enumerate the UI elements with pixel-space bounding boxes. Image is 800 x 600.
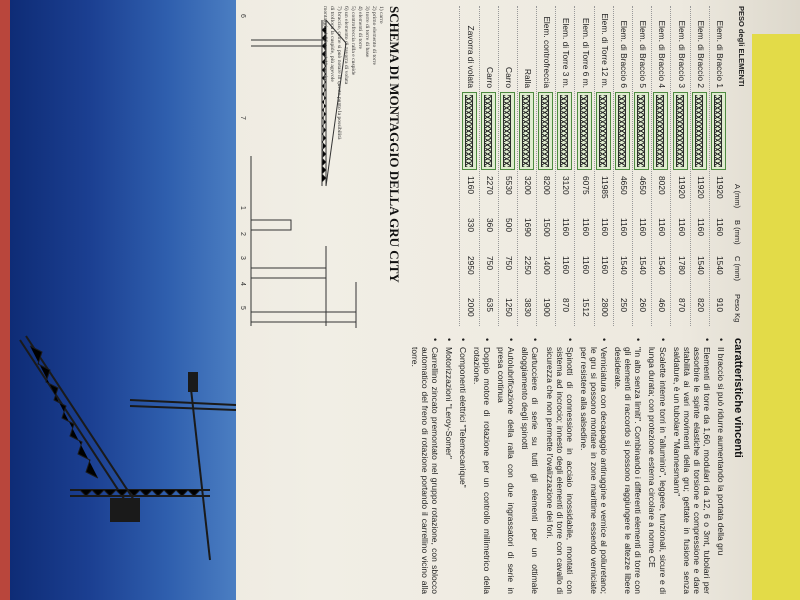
- features-list: [405, 338, 726, 594]
- dim-a: 1160: [465, 176, 476, 195]
- weight-kg: 1900: [542, 298, 553, 317]
- dim-a: 3200: [523, 176, 534, 195]
- legend-line: 4) elementi di torre: [357, 6, 363, 50]
- weights-row: [651, 6, 670, 326]
- lattice-icon: [503, 95, 511, 167]
- schema-number-6: 6: [239, 14, 246, 18]
- lattice-icon: [561, 95, 569, 167]
- lattice-icon: [637, 95, 645, 167]
- lattice-icon: [541, 95, 549, 167]
- weights-row: [690, 6, 709, 326]
- dim-c: 1540: [619, 256, 630, 275]
- dim-c: 1540: [657, 256, 668, 275]
- feature-item: • Cartucciere di serie su tutti gli elementi per un ottimale alloggiamento degli spinotti: [520, 338, 540, 594]
- feature-item: • Motorizzazioni "Leroy-Somer": [444, 338, 454, 594]
- weight-kg: 870: [676, 298, 687, 312]
- weight-kg: 635: [484, 298, 495, 312]
- feature-item: • Spinotti di connessione in acciaio inossidabile, montati con sistema ad incrocio; innesto degli elementi di torre con cavallo di sicurezza che non permette l'ovalizzazione dei fori.: [545, 338, 575, 594]
- dim-a: 8200: [542, 176, 553, 195]
- weights-title: PESO degli ELEMENTI: [737, 6, 746, 87]
- feature-item: • Il braccio si può ridurre aumentando la portata della gru: [716, 338, 726, 594]
- dim-c: 2950: [465, 256, 476, 275]
- element-name: Ralla: [523, 68, 534, 88]
- weight-kg: 460: [657, 298, 668, 312]
- element-drawing: [711, 92, 726, 170]
- dim-a: 4650: [638, 176, 649, 195]
- weight-kg: 3830: [523, 298, 534, 317]
- lattice-icon: [656, 95, 664, 167]
- weight-kg: 2800: [599, 298, 610, 317]
- element-name: Carro: [503, 67, 514, 88]
- brochure-page: [236, 0, 752, 600]
- right-column: [236, 338, 752, 594]
- element-name: Zavorra di volata: [465, 25, 476, 88]
- dim-c: 1160: [599, 256, 610, 275]
- element-drawing: [653, 92, 668, 170]
- dim-a: 6075: [580, 176, 591, 195]
- lattice-icon: [599, 95, 607, 167]
- features-title: caratteristiche vincenti: [732, 338, 744, 458]
- weights-row: [498, 6, 517, 326]
- weights-row: [670, 6, 689, 326]
- element-name: Elem. di Braccio 5: [638, 20, 649, 88]
- element-name: Elem. di Braccio 1: [715, 20, 725, 88]
- dim-b: 1160: [695, 218, 706, 237]
- element-drawing: [634, 92, 649, 170]
- element-name: Elem. di Torre 6 m.: [580, 17, 591, 88]
- accent-strip: [752, 34, 800, 600]
- schema-number-3: 3: [239, 256, 246, 260]
- col-b: B (mm): [733, 220, 742, 245]
- feature-item: • Componenti elettrici "Telemecanique": [458, 338, 468, 594]
- dim-b: 1690: [523, 218, 534, 237]
- weight-kg: 2000: [465, 298, 476, 317]
- element-drawing: [615, 92, 630, 170]
- weights-row: [709, 6, 728, 326]
- element-drawing: [519, 92, 534, 170]
- element-drawing: [577, 92, 592, 170]
- weight-kg: 820: [695, 298, 706, 312]
- weight-kg: 1250: [503, 298, 514, 317]
- feature-item: • Autolubrificazione della ralla con due ingrassatori di serie in presa continua: [496, 338, 516, 594]
- dim-c: 2250: [523, 256, 534, 275]
- crane-silhouette: [10, 0, 236, 600]
- feature-item: • Carrellino zincato premontato nel gruppo rotazione, con sblocco automatico del freno di rotazione portando il carrellino vicino alla torre.: [409, 338, 439, 594]
- dim-b: 360: [484, 218, 495, 232]
- element-name: Elem. di Braccio 4: [657, 20, 668, 88]
- dim-a: 3120: [561, 176, 572, 195]
- legend-line: 5) controfreccia ralla e cuspide: [350, 6, 356, 76]
- dim-a: 11920: [676, 176, 687, 199]
- schema-number-1: 1: [239, 206, 246, 210]
- feature-item: • Verniciatura con decapaggio antiruggine e vernice al poliuretano; le gru si possono montare in zone marittime essendo verniciate per resistere alla salsedine.: [579, 338, 609, 594]
- dim-b: 1160: [638, 218, 649, 237]
- feature-item: • Scalette interne torri in "alluminio", leggere, funzionali, sicure e di lunga durata; con protezione esterna circolare a norme CE: [647, 338, 667, 594]
- dim-a: 5530: [503, 176, 514, 195]
- lattice-icon: [580, 95, 588, 167]
- dim-a: 11920: [695, 176, 706, 199]
- dim-a: 8020: [657, 176, 668, 195]
- element-name: Elem. di Braccio 2: [695, 20, 706, 88]
- left-column: [236, 0, 752, 330]
- lattice-icon: [618, 95, 626, 167]
- weights-table: [459, 6, 728, 326]
- page-edge: [0, 0, 10, 600]
- weights-table-header: [730, 6, 746, 326]
- dim-c: 1540: [638, 256, 649, 275]
- element-drawing: [692, 92, 707, 170]
- element-drawing: [500, 92, 515, 170]
- element-name: Elem. di Torre 12 m.: [599, 13, 610, 88]
- weights-row: [575, 6, 594, 326]
- legend-line: di trollocu la cuspide, più agevole: [329, 6, 335, 82]
- weight-kg: 250: [619, 298, 630, 312]
- dim-c: 750: [484, 256, 495, 270]
- element-name: Elem. di Torre 3 m.: [561, 17, 572, 88]
- weights-row: [536, 6, 555, 326]
- dim-b: 1160: [715, 218, 725, 237]
- feature-item: • Elementi di torre da 1,60, modulari da 12, 6 o 3mt, tubolari per assorbire le spinte elastiche di torsione e compressione e dare stabilità ai vari movimenti della gru; gettate in fusione senza saldature, è un tubolare "Mannesmann": [672, 338, 712, 594]
- legend-line: 7) braccio, come si può notare in questo punto la possibilità: [336, 6, 342, 140]
- legend-line: 6) un elemento di zavorra di volata: [343, 6, 349, 85]
- dim-b: 330: [465, 218, 476, 232]
- lattice-icon: [484, 95, 492, 167]
- dim-b: 1160: [657, 218, 668, 237]
- weights-row: [479, 6, 498, 326]
- feature-item: • "In alto senza limiti". Combinando i differenti elementi di torre con gli elementi di raccordo si possono raggiungere le altezze libere desiderate.: [613, 338, 643, 594]
- schema-number-5: 5: [239, 306, 246, 310]
- dim-c: 1160: [561, 256, 572, 275]
- element-drawing: [481, 92, 496, 170]
- weights-row: [459, 6, 478, 326]
- weights-row: [555, 6, 574, 326]
- col-c: C (mm): [733, 256, 742, 281]
- legend-line: 1) carro: [378, 6, 384, 24]
- weight-kg: 910: [715, 298, 725, 312]
- feature-item: • Doppio motore di rotazione per un controllo millimetrico della rotazione.: [472, 338, 492, 594]
- crane-photo: [10, 0, 236, 600]
- weight-kg: 1512: [580, 298, 591, 317]
- schema-number-2: 2: [239, 232, 246, 236]
- dim-a: 4650: [619, 176, 630, 195]
- weights-row: [632, 6, 651, 326]
- weight-kg: 260: [638, 298, 649, 312]
- legend-line: 2) primo elemento di torre: [371, 6, 377, 66]
- dim-a: 2270: [484, 176, 495, 195]
- dim-b: 1160: [619, 218, 630, 237]
- element-drawing: [538, 92, 553, 170]
- dim-c: 1160: [580, 256, 591, 275]
- weights-row: [517, 6, 536, 326]
- legend-line: 3) torre di torre di base: [364, 6, 370, 58]
- schema-number-7: 7: [239, 116, 246, 120]
- element-name: Elem. di Braccio 3: [676, 20, 687, 88]
- dim-b: 1500: [542, 218, 553, 237]
- dim-b: 1160: [599, 218, 610, 237]
- element-drawing: [558, 92, 573, 170]
- dim-b: 1160: [580, 218, 591, 237]
- element-name: Elem. di Braccio 6: [619, 20, 630, 88]
- dim-b: 500: [503, 218, 514, 232]
- schema-legend: [321, 6, 384, 140]
- dim-a: 11920: [715, 176, 725, 199]
- element-name: Carro: [484, 67, 495, 88]
- weight-kg: 870: [561, 298, 572, 312]
- element-name: Elem. controfreccia: [542, 16, 553, 88]
- element-drawing: [596, 92, 611, 170]
- element-drawing: [462, 92, 477, 170]
- element-drawing: [673, 92, 688, 170]
- col-kg: Peso Kg: [733, 294, 742, 323]
- schema-title: SCHEMA DI MONTAGGIO DELLA GRU CITY: [387, 6, 402, 283]
- lattice-icon: [714, 95, 722, 167]
- dim-c: 1540: [695, 256, 706, 275]
- dim-b: 1160: [676, 218, 687, 237]
- weights-row: [594, 6, 613, 326]
- dim-c: 1780: [676, 256, 687, 275]
- dim-b: 1160: [561, 218, 572, 237]
- legend-line: montaggio dell'intero del braccio: [322, 6, 328, 80]
- schema-number-4: 4: [239, 282, 246, 286]
- lattice-icon: [522, 95, 530, 167]
- lattice-icon: [695, 95, 703, 167]
- lattice-icon: [676, 95, 684, 167]
- lattice-icon: [465, 95, 473, 167]
- dim-a: 11985: [599, 176, 610, 199]
- dim-c: 1400: [542, 256, 553, 275]
- col-a: A (mm): [733, 184, 742, 209]
- dim-c: 750: [503, 256, 514, 270]
- dim-c: 1540: [715, 256, 725, 275]
- weights-row: [613, 6, 632, 326]
